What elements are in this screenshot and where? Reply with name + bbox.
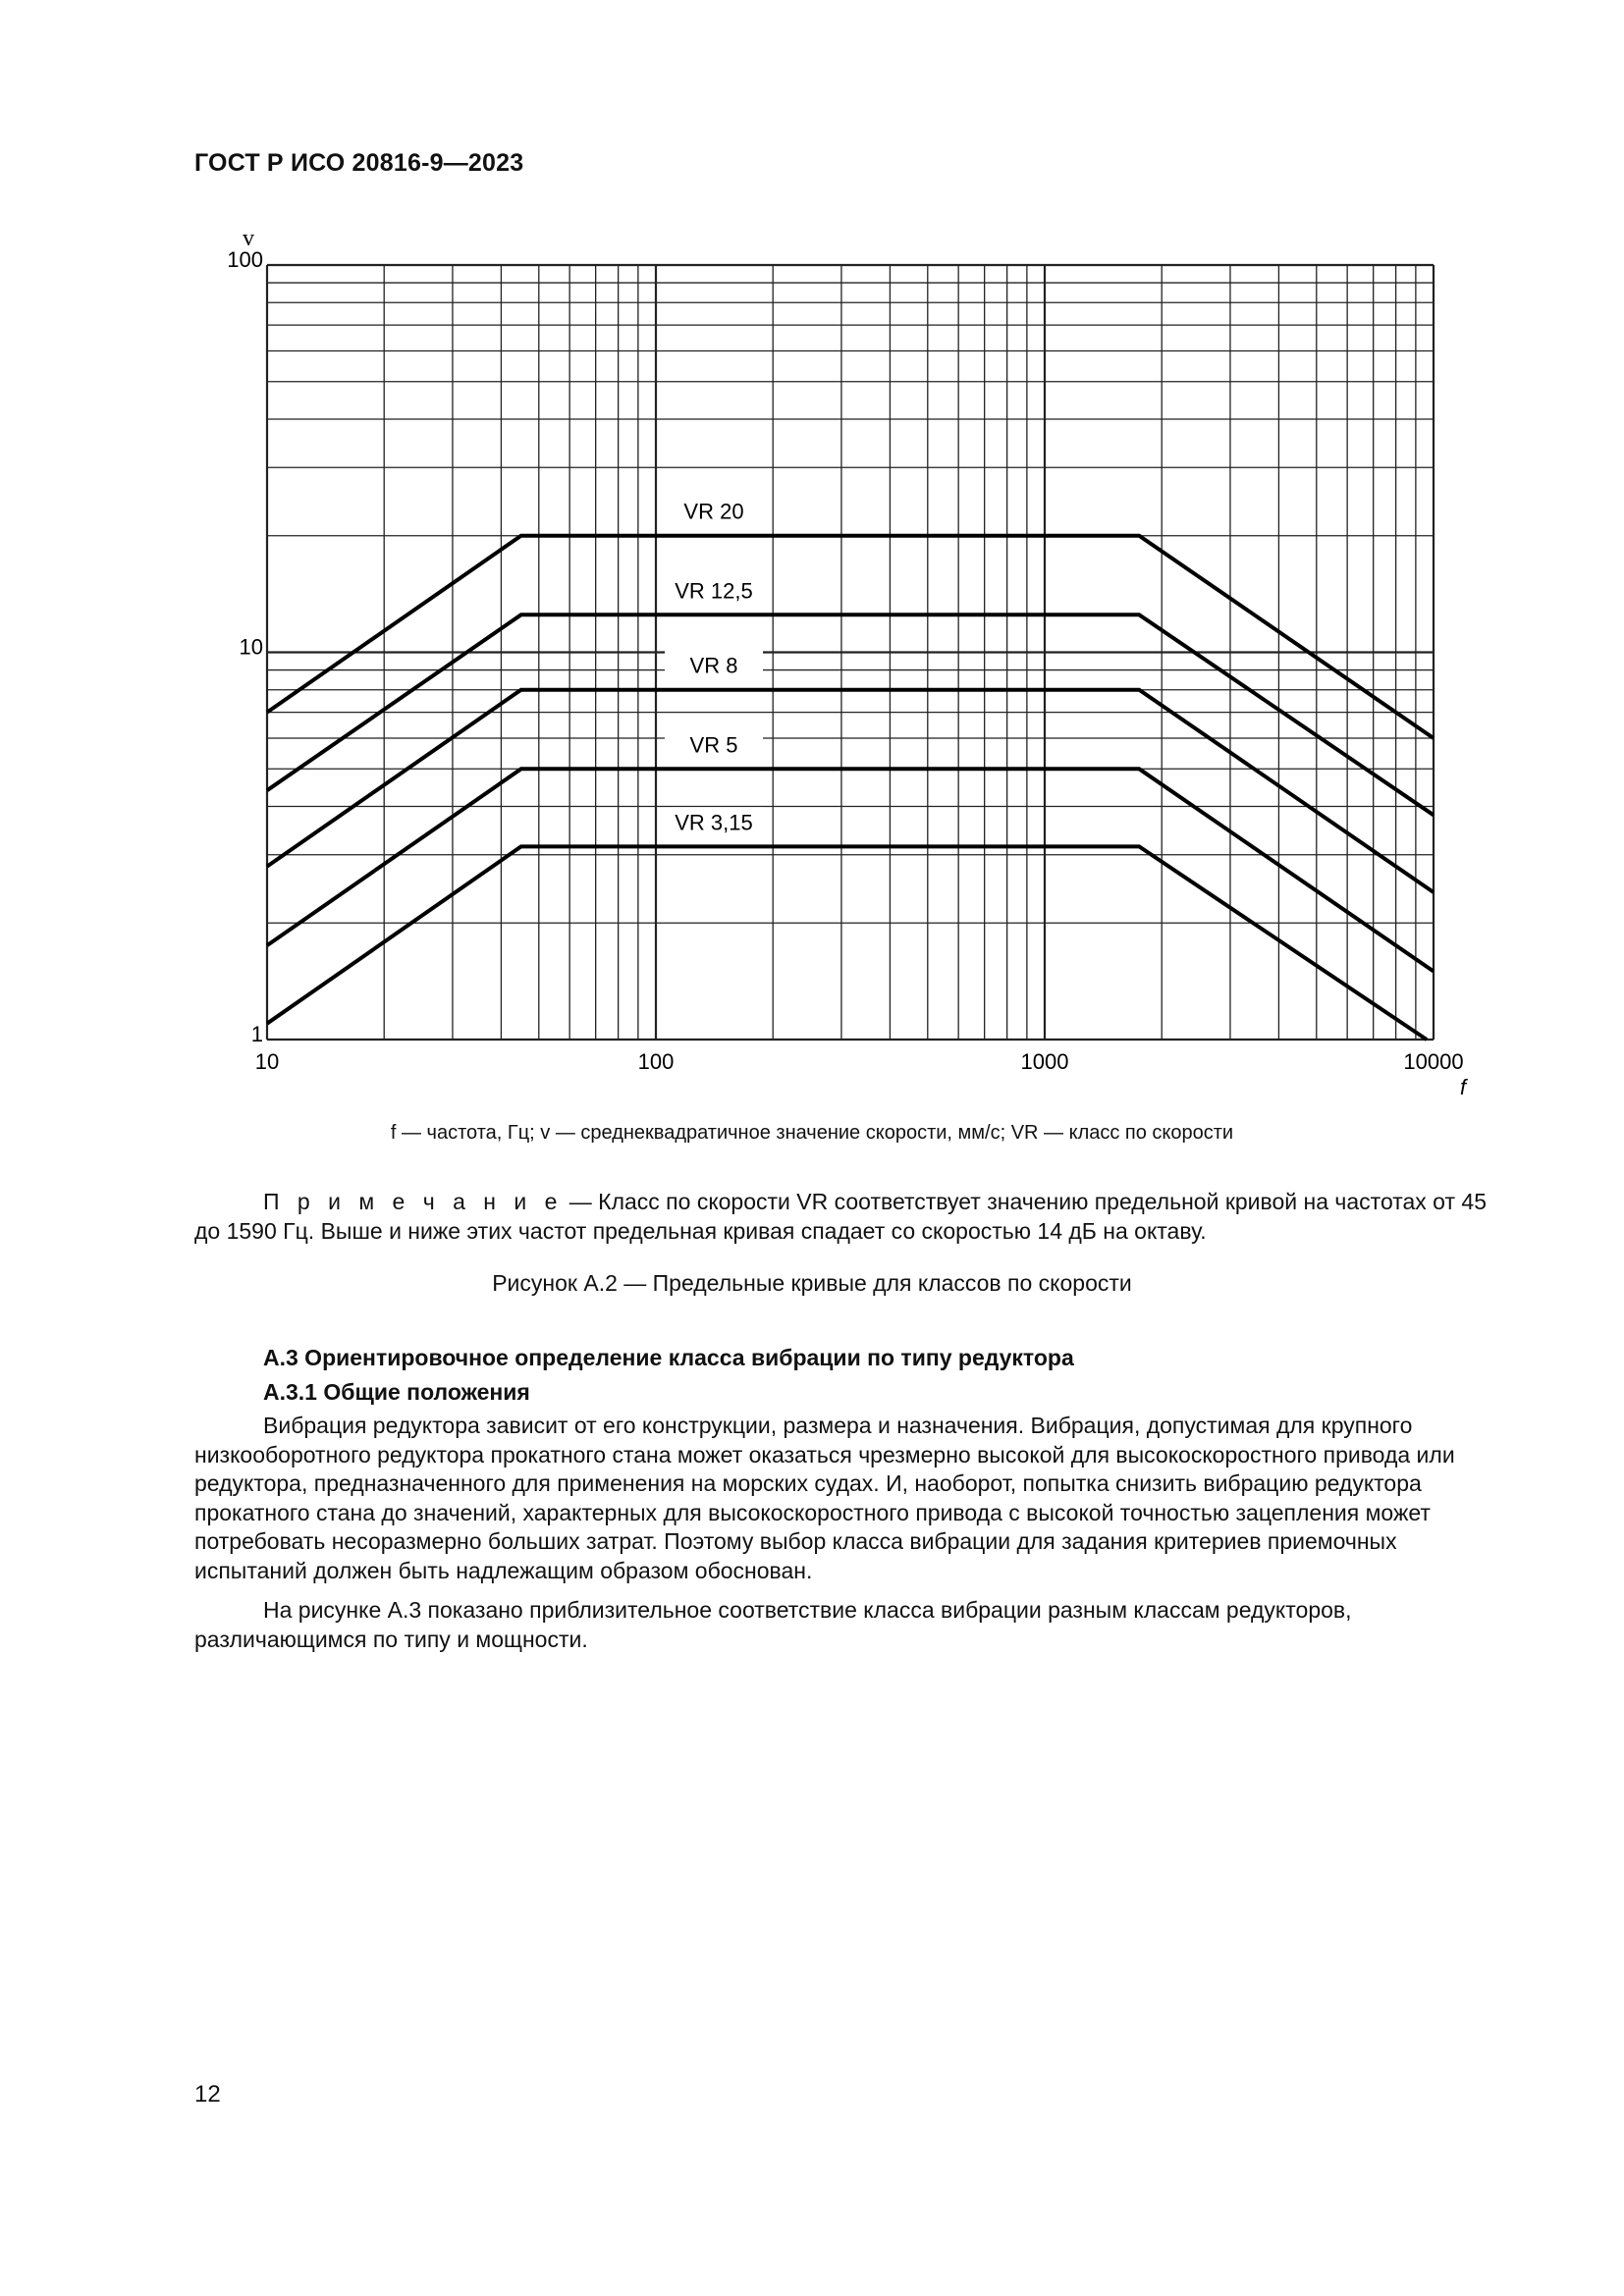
x-tick-label: 10 [254, 1049, 280, 1074]
y-tick-label: 100 [227, 247, 263, 272]
series-label: VR 5 [689, 732, 738, 758]
note-text: — Класс по скорости VR соответствует значению предельной кривой на частотах от 45 до 1590 Гц. Выше и ниже этих частот предельная кривая спадает со скоростью 14 дБ на октаву. [194, 1189, 1487, 1244]
series-line-1 [267, 536, 1434, 738]
document-header: ГОСТ Р ИСО 20816-9—2023 [194, 149, 524, 177]
series-line-3 [267, 690, 1434, 892]
series-label: VR 20 [683, 499, 744, 524]
x-tick-label: 10000 [1403, 1049, 1464, 1074]
chart-ticks [227, 247, 1463, 1074]
series-line-2 [267, 614, 1434, 815]
series-label: VR 12,5 [675, 578, 753, 604]
series-line-5 [267, 846, 1427, 1040]
section-heading: А.3 Ориентировочное определение класса вибрации по типу редуктора [263, 1345, 1074, 1370]
y-tick-label: 1 [250, 1022, 263, 1046]
chart-series [267, 497, 1434, 1040]
y-tick-label: 10 [239, 634, 263, 660]
figure-legend-text: f — частота, Гц; v — среднеквадратичное значение скорости, мм/с; VR — класс по скорости [390, 1122, 1234, 1144]
page-number: 12 [194, 2081, 221, 2108]
chart-grid [267, 265, 1434, 1040]
series-line-4 [267, 769, 1434, 971]
section-paragraph-2: На рисунке А.3 показано приблизительное соответствие класса вибрации разным классам редукторов, различающимся по типу и мощности. [194, 1597, 1352, 1652]
note-label: П р и м е ч а н и е [263, 1189, 564, 1214]
x-tick-label: 1000 [1020, 1049, 1069, 1074]
figure-title: Рисунок А.2 — Предельные кривые для классов по скорости [492, 1270, 1132, 1296]
series-label: VR 3,15 [675, 810, 753, 835]
figure-note [194, 1188, 1512, 1246]
section-subheading: А.3.1 Общие положения [263, 1379, 530, 1405]
x-tick-label: 100 [637, 1049, 675, 1074]
y-axis-label: v [243, 226, 254, 251]
x-axis-label: f [1459, 1075, 1467, 1099]
velocity-class-chart [0, 0, 1624, 1139]
series-label: VR 8 [689, 653, 738, 678]
section-paragraph-1: Вибрация редуктора зависит от его конструкции, размера и назначения. Вибрация, допустимая для крупного низкооборотного редуктора прокатного стана может оказаться чрезмерно высокой для высокоскоростного привода или редуктора, предназначенного для применения на морских судах. И, наоборот, попытка снизить вибрацию редуктора прокатного стана до значений, характерных для высокоскоростного привода с высокой точностью зацепления может потребовать несоразмерно больших затрат. Поэтому выбор класса вибрации для задания критериев приемочных испытаний должен быть надлежащим образом обоснован. [194, 1413, 1455, 1583]
